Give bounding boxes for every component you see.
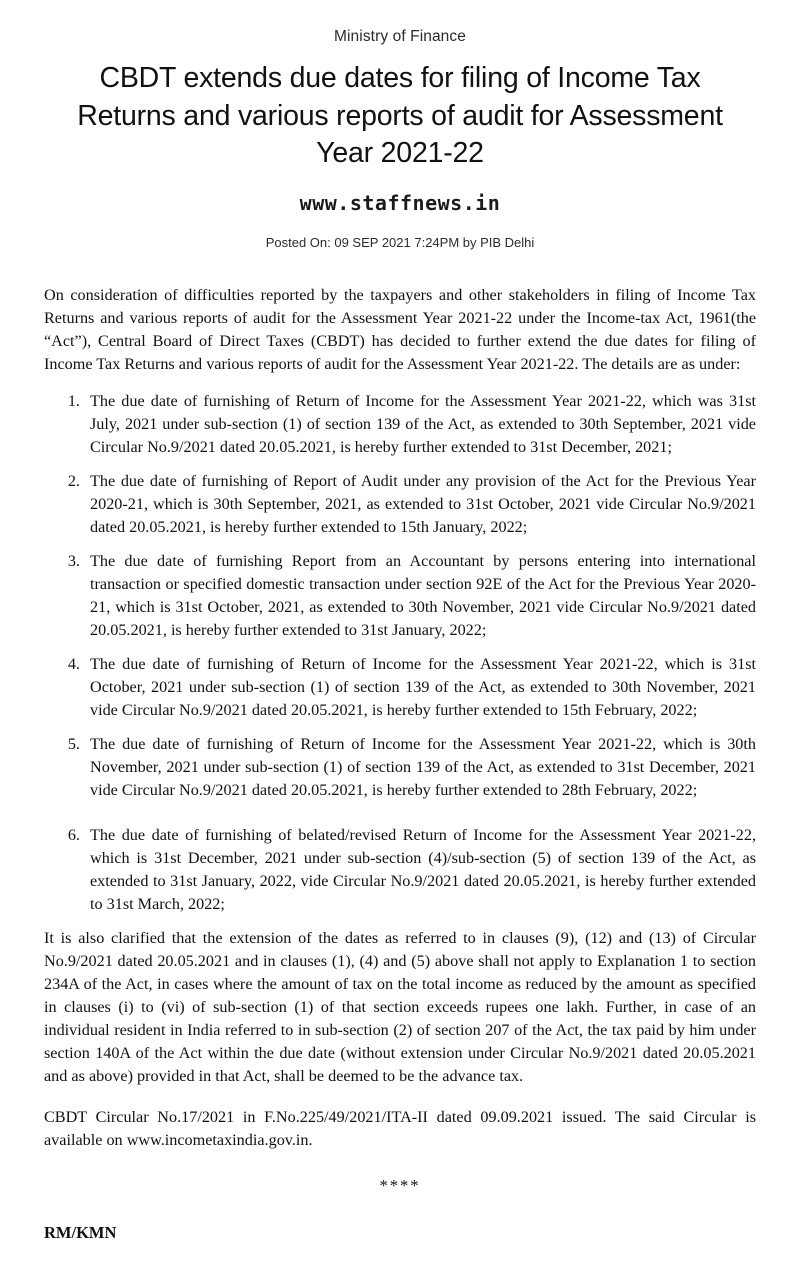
- intro-paragraph: On consideration of difficulties reported by the taxpayers and other stakeholders in filing of Income Tax Returns and various reports of audit for the Assessment Year 2021-22 under the Income-tax Act, 1961(the “Act”), Central Board of Direct Taxes (CBDT) has decided to further extend the due dates for filing of Income Tax Returns and various reports of audit for the Assessment Year 2021-22. The details are as under:: [44, 285, 756, 373]
- posted-on: Posted On: 09 SEP 2021 7:24PM by PIB Delhi: [265, 234, 535, 250]
- list-item: 1. The due date of furnishing of Return of Income for the Assessment Year 2021-22, which was 31st July, 2021 under sub-section (1) of section 139 of the Act, as extended to 30th September, 2021 vide Circular No.9/2021 dated 20.05.2021, is hereby further extended to 31st December, 2021;: [84, 390, 756, 459]
- list-item: 6. The due date of furnishing of belated/revised Return of Income for the Assessment Year 2021-22, which is 31st December, 2021 under sub-section (4)/sub-section (5) of section 139 of the Act, as extended to 31st January, 2022, vide Circular No.9/2021 dated 20.05.2021, is hereby further extended to 31st March, 2022;: [84, 824, 756, 916]
- clause-list: [44, 390, 756, 916]
- list-item: 4. The due date of furnishing of Return of Income for the Assessment Year 2021-22, which is 31st October, 2021 under sub-section (1) of section 139 of the Act, as extended to 30th November, 2021 vide Circular No.9/2021 dated 20.05.2021, is hereby further extended to 15th February, 2022;: [84, 653, 756, 722]
- document-body: [44, 284, 756, 1245]
- signoff: RM/KMN: [44, 1223, 117, 1243]
- site-watermark: www.staffnews.in: [299, 190, 501, 215]
- page-title: CBDT extends due dates for filing of Income Tax Returns and various reports of audit for Assessment Year 2021-22: [77, 62, 723, 170]
- ministry-label: Ministry of Finance: [334, 28, 466, 45]
- end-marker: ****: [379, 1175, 421, 1195]
- list-item: 3. The due date of furnishing Report from an Accountant by persons entering into international transaction or specified domestic transaction under section 92E of the Act for the Previous Year 2020-21, which is 31st October, 2021, as extended to 30th November, 2021 vide Circular No.9/2021 dated 20.05.2021, is hereby further extended to 31st January, 2022;: [84, 550, 756, 642]
- list-item: 5. The due date of furnishing of Return of Income for the Assessment Year 2021-22, which is 30th November, 2021 under sub-section (1) of section 139 of the Act, as extended to 31st December, 2021 vide Circular No.9/2021 dated 20.05.2021, is hereby further extended to 28th February, 2022;: [84, 733, 756, 802]
- clarification-paragraph: It is also clarified that the extension of the dates as referred to in clauses (9), (12) and (13) of Circular No.9/2021 dated 20.05.2021 and in clauses (1), (4) and (5) above shall not apply to Explanation 1 to section 234A of the Act, in cases where the amount of tax on the total income as reduced by the amount as specified in clauses (i) to (vi) of sub-section (1) of that section exceeds rupees one lakh. Further, in case of an individual resident in India referred to in sub-section (2) of section 207 of the Act, the tax paid by him under section 140A of the Act within the due date (without extension under Circular No.9/2021 dated 20.05.2021 and as above) provided in that Act, shall be deemed to be the advance tax.: [44, 928, 756, 1085]
- list-item: 2. The due date of furnishing of Report of Audit under any provision of the Act for the Previous Year 2020-21, which is 30th September, 2021, as extended to 31st October, 2021 vide Circular No.9/2021 dated 20.05.2021, is hereby further extended to 15th January, 2022;: [84, 470, 756, 539]
- circular-reference: CBDT Circular No.17/2021 in F.No.225/49/2021/ITA-II dated 09.09.2021 issued. The said Circular is available on www.incometaxindia.gov.in.: [44, 1107, 756, 1149]
